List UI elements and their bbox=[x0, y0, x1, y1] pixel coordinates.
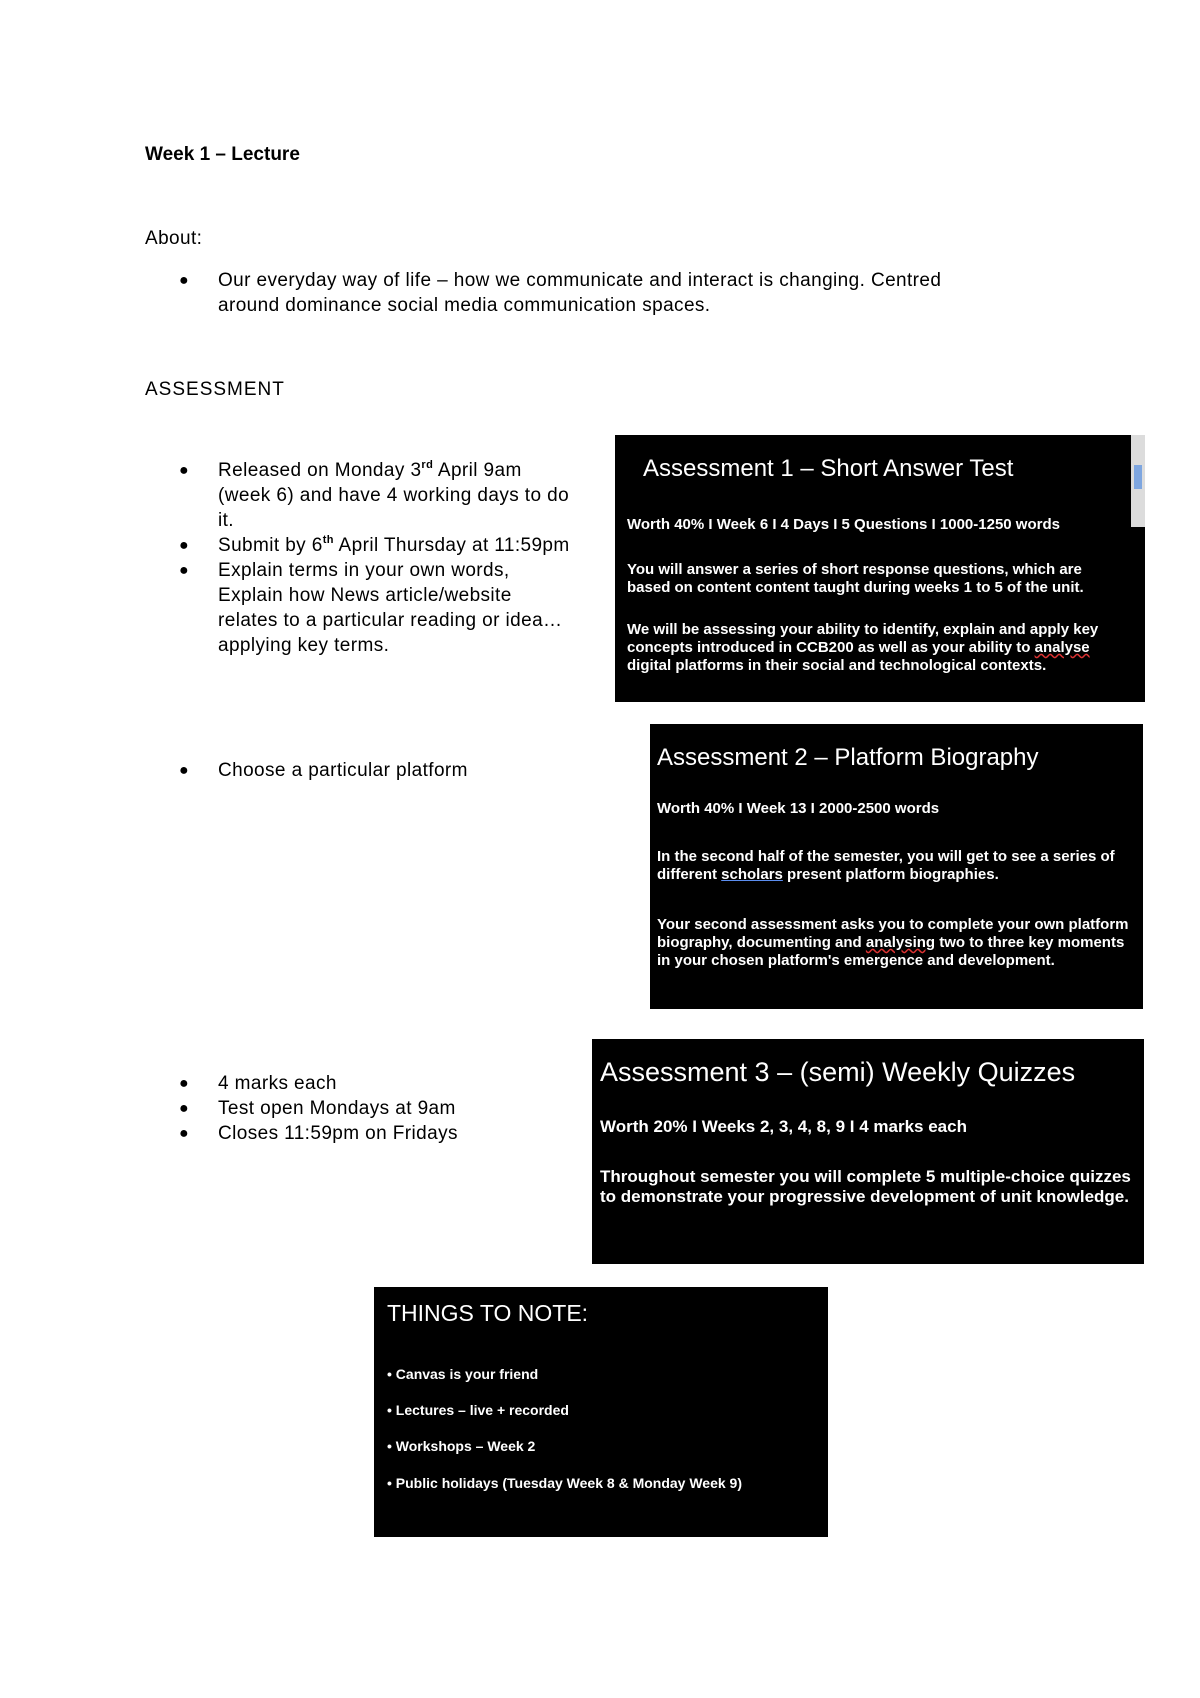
bullet-icon: ● bbox=[179, 537, 190, 554]
note-item: • Public holidays (Tuesday Week 8 & Monday Week 9) bbox=[387, 1475, 743, 1491]
assessment-heading: ASSESSMENT bbox=[145, 379, 285, 400]
bullet-icon: ● bbox=[179, 1075, 190, 1092]
about-list bbox=[145, 268, 941, 318]
list-item: ● Closes 11:59pm on Fridays bbox=[179, 1123, 458, 1144]
slide-paragraph: In the second half of the semester, you will get to see a series of different scholars present platform biographies. bbox=[657, 848, 1115, 883]
list-item: ● Submit by 6th April Thursday at 11:59pm bbox=[179, 534, 570, 556]
slide-paragraph: Throughout semester you will complete 5 multiple-choice quizzes to demonstrate your progressive development of unit knowledge. bbox=[600, 1167, 1131, 1206]
slide-paragraph: We will be assessing your ability to identify, explain and apply key concepts introduced in CCB200 as well as your ability to analyse digital platforms in their social and technological contexts. bbox=[627, 621, 1099, 674]
bullet-icon: ● bbox=[179, 1125, 190, 1142]
slide-title: Assessment 1 – Short Answer Test bbox=[643, 455, 1014, 482]
note-item: • Lectures – live + recorded bbox=[387, 1402, 569, 1418]
slide-meta: Worth 40% I Week 13 I 2000-2500 words bbox=[657, 800, 940, 817]
slide-title: Assessment 3 – (semi) Weekly Quizzes bbox=[600, 1057, 1076, 1087]
list-item: ● Our everyday way of life – how we communicate and interact is changing. Centred around dominance social media communication spaces. bbox=[179, 270, 942, 316]
slide-assessment-2 bbox=[650, 724, 1143, 1009]
assessment-2-notes bbox=[145, 758, 468, 783]
scrollbar-fragment bbox=[1131, 435, 1145, 527]
note-item: • Workshops – Week 2 bbox=[387, 1438, 536, 1454]
list-item: ● Explain terms in your own words, Explain how News article/website relates to a particular reading or idea… applying key terms. bbox=[179, 560, 563, 656]
slide-assessment-3 bbox=[592, 1039, 1144, 1264]
slide-assessment-1 bbox=[615, 435, 1145, 702]
list-item: ● Choose a particular platform bbox=[179, 760, 468, 781]
about-label: About: bbox=[145, 228, 203, 249]
list-item: ● Released on Monday 3rd April 9am (week 6) and have 4 working days to do it. bbox=[179, 459, 570, 531]
slide-title: THINGS TO NOTE: bbox=[387, 1300, 589, 1326]
note-item: • Canvas is your friend bbox=[387, 1366, 539, 1382]
bullet-icon: ● bbox=[179, 1100, 190, 1117]
bullet-icon: ● bbox=[179, 762, 190, 779]
slide-paragraph: You will answer a series of short response questions, which are based on content content taught during weeks 1 to 5 of the unit. bbox=[627, 561, 1084, 596]
bullet-icon: ● bbox=[179, 462, 190, 479]
slide-meta: Worth 40% I Week 6 I 4 Days I 5 Questions I 1000-1250 words bbox=[627, 516, 1060, 533]
slide-title: Assessment 2 – Platform Biography bbox=[657, 744, 1039, 771]
assessment-3-notes bbox=[145, 1071, 458, 1146]
list-item: ● 4 marks each bbox=[179, 1073, 337, 1094]
assessment-1-notes bbox=[145, 458, 570, 658]
bullet-icon: ● bbox=[179, 562, 190, 579]
list-item: ● Test open Mondays at 9am bbox=[179, 1098, 456, 1119]
page-title: Week 1 – Lecture bbox=[145, 144, 300, 165]
bullet-icon: ● bbox=[179, 272, 190, 289]
slide-meta: Worth 20% I Weeks 2, 3, 4, 8, 9 I 4 marks each bbox=[600, 1117, 967, 1136]
slide-paragraph: Your second assessment asks you to complete your own platform biography, documenting and analysing two to three key moments in your chosen platform's emergence and development. bbox=[657, 916, 1129, 969]
slide-things-to-note bbox=[374, 1287, 828, 1537]
